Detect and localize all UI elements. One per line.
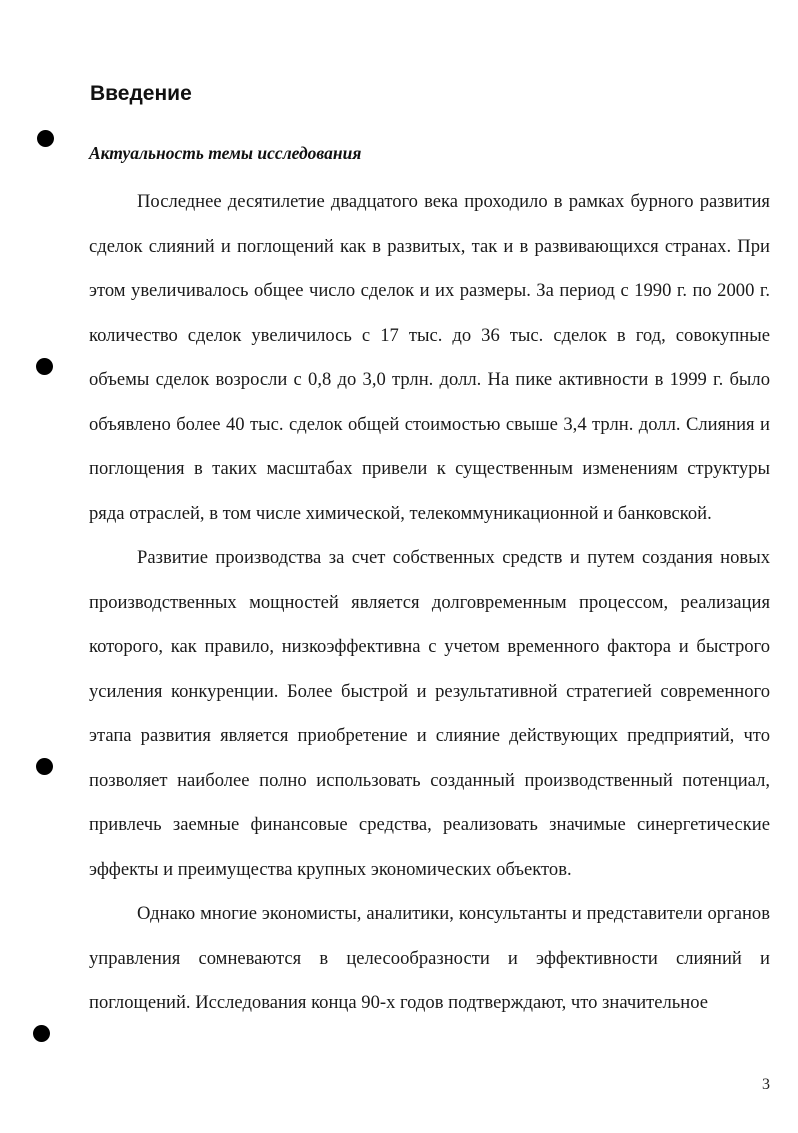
body-text [89, 180, 770, 1026]
page-title: Введение [90, 82, 192, 105]
paragraph: Однако многие экономисты, аналитики, консультанты и представители органов управления сомневаются в целесообразности и эффективности слияний и поглощений. Исследования конца 90-х годов подтверждают, что значительное [89, 903, 770, 1013]
paragraph: Развитие производства за счет собственных средств и путем создания новых производственных мощностей является долговременным процессом, реализация которого, как правило, низкоэффективна с учетом временного фактора и быстрого усиления конкуренции. Более быстрой и результативной стратегией современного этапа развития является приобретение и слияние действующих предприятий, что позволяет наиболее полно использовать созданный производственный потенциал, привлечь заемные финансовые средства, реализовать значимые синергетические эффекты и преимущества крупных экономических объектов. [89, 547, 770, 880]
binder-hole-dot [36, 358, 53, 375]
binder-hole-dot [37, 130, 54, 147]
binder-hole-dot [36, 758, 53, 775]
page-number: 3 [762, 1076, 770, 1093]
binder-hole-dot [33, 1025, 50, 1042]
paragraph: Последнее десятилетие двадцатого века проходило в рамках бурного развития сделок слияний и поглощений как в развитых, так и в развивающихся странах. При этом увеличивалось общее число сделок и их размеры. За период с 1990 г. по 2000 г. количество сделок увеличилось с 17 тыс. до 36 тыс. сделок в год, совокупные объемы сделок возросли с 0,8 до 3,0 трлн. долл. На пике активности в 1999 г. было объявлено более 40 тыс. сделок общей стоимостью свыше 3,4 трлн. долл. Слияния и поглощения в таких масштабах привели к существенным изменениям структуры ряда отраслей, в том числе химической, телекоммуникационной и банковской. [89, 191, 770, 524]
section-subtitle: Актуальность темы исследования [89, 143, 362, 163]
